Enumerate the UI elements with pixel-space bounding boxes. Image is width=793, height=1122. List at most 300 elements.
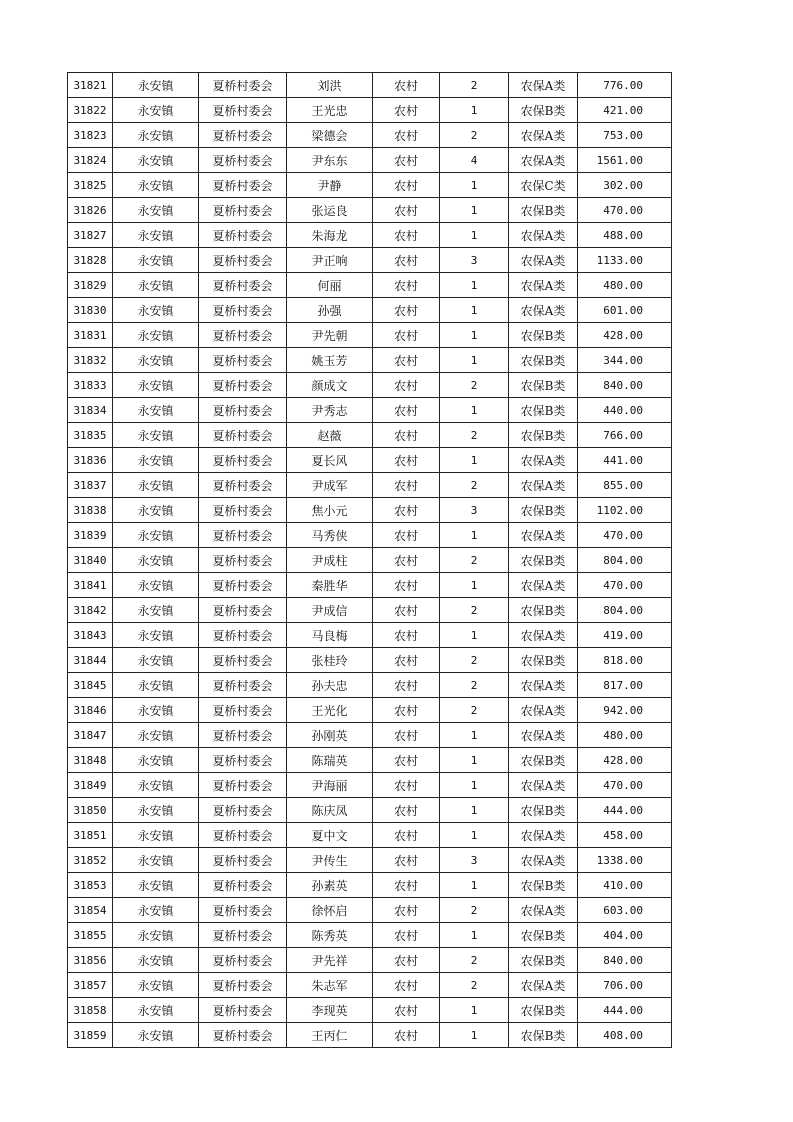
household-count-cell: 1 xyxy=(440,1023,509,1048)
table-row xyxy=(68,348,672,373)
record-id-cell: 31854 xyxy=(68,898,113,923)
insurance-class-cell: 农保B类 xyxy=(509,548,578,573)
insurance-class-cell: 农保A类 xyxy=(509,973,578,998)
area-type-cell: 农村 xyxy=(373,173,440,198)
area-type-cell: 农村 xyxy=(373,798,440,823)
town-cell: 永安镇 xyxy=(113,1023,199,1048)
amount-cell: 942.00 xyxy=(578,698,672,723)
household-count-cell: 2 xyxy=(440,73,509,98)
name-cell: 尹海丽 xyxy=(287,773,373,798)
amount-cell: 344.00 xyxy=(578,348,672,373)
household-count-cell: 2 xyxy=(440,123,509,148)
name-cell: 焦小元 xyxy=(287,498,373,523)
name-cell: 徐怀启 xyxy=(287,898,373,923)
table-row xyxy=(68,573,672,598)
area-type-cell: 农村 xyxy=(373,73,440,98)
table-row xyxy=(68,623,672,648)
table-row xyxy=(68,98,672,123)
area-type-cell: 农村 xyxy=(373,623,440,648)
town-cell: 永安镇 xyxy=(113,623,199,648)
area-type-cell: 农村 xyxy=(373,648,440,673)
insurance-class-cell: 农保A类 xyxy=(509,773,578,798)
area-type-cell: 农村 xyxy=(373,1023,440,1048)
name-cell: 何丽 xyxy=(287,273,373,298)
village-committee-cell: 夏桥村委会 xyxy=(199,298,287,323)
insurance-class-cell: 农保B类 xyxy=(509,398,578,423)
household-count-cell: 1 xyxy=(440,448,509,473)
name-cell: 陈庆凤 xyxy=(287,798,373,823)
record-id-cell: 31848 xyxy=(68,748,113,773)
name-cell: 尹成军 xyxy=(287,473,373,498)
table-row xyxy=(68,148,672,173)
town-cell: 永安镇 xyxy=(113,598,199,623)
amount-cell: 776.00 xyxy=(578,73,672,98)
village-committee-cell: 夏桥村委会 xyxy=(199,973,287,998)
household-count-cell: 1 xyxy=(440,573,509,598)
household-count-cell: 1 xyxy=(440,723,509,748)
name-cell: 张运良 xyxy=(287,198,373,223)
insurance-class-cell: 农保A类 xyxy=(509,223,578,248)
village-committee-cell: 夏桥村委会 xyxy=(199,398,287,423)
household-count-cell: 1 xyxy=(440,923,509,948)
table-row xyxy=(68,673,672,698)
name-cell: 梁德会 xyxy=(287,123,373,148)
area-type-cell: 农村 xyxy=(373,123,440,148)
record-id-cell: 31842 xyxy=(68,598,113,623)
record-id-cell: 31836 xyxy=(68,448,113,473)
town-cell: 永安镇 xyxy=(113,773,199,798)
table-row xyxy=(68,898,672,923)
amount-cell: 1102.00 xyxy=(578,498,672,523)
town-cell: 永安镇 xyxy=(113,823,199,848)
amount-cell: 1338.00 xyxy=(578,848,672,873)
record-id-cell: 31846 xyxy=(68,698,113,723)
insurance-class-cell: 农保B类 xyxy=(509,98,578,123)
record-id-cell: 31830 xyxy=(68,298,113,323)
amount-cell: 817.00 xyxy=(578,673,672,698)
village-committee-cell: 夏桥村委会 xyxy=(199,473,287,498)
table-row xyxy=(68,423,672,448)
insurance-class-cell: 农保B类 xyxy=(509,348,578,373)
area-type-cell: 农村 xyxy=(373,473,440,498)
village-committee-cell: 夏桥村委会 xyxy=(199,523,287,548)
household-count-cell: 3 xyxy=(440,248,509,273)
table-row xyxy=(68,523,672,548)
name-cell: 秦胜华 xyxy=(287,573,373,598)
name-cell: 尹传生 xyxy=(287,848,373,873)
amount-cell: 428.00 xyxy=(578,748,672,773)
name-cell: 孙素英 xyxy=(287,873,373,898)
records-table xyxy=(67,72,672,1048)
amount-cell: 855.00 xyxy=(578,473,672,498)
village-committee-cell: 夏桥村委会 xyxy=(199,923,287,948)
amount-cell: 818.00 xyxy=(578,648,672,673)
household-count-cell: 2 xyxy=(440,598,509,623)
household-count-cell: 2 xyxy=(440,673,509,698)
household-count-cell: 1 xyxy=(440,823,509,848)
amount-cell: 804.00 xyxy=(578,548,672,573)
village-committee-cell: 夏桥村委会 xyxy=(199,123,287,148)
area-type-cell: 农村 xyxy=(373,748,440,773)
name-cell: 尹东东 xyxy=(287,148,373,173)
town-cell: 永安镇 xyxy=(113,673,199,698)
household-count-cell: 2 xyxy=(440,898,509,923)
town-cell: 永安镇 xyxy=(113,348,199,373)
amount-cell: 428.00 xyxy=(578,323,672,348)
area-type-cell: 农村 xyxy=(373,323,440,348)
town-cell: 永安镇 xyxy=(113,698,199,723)
name-cell: 王光忠 xyxy=(287,98,373,123)
area-type-cell: 农村 xyxy=(373,873,440,898)
table-row xyxy=(68,298,672,323)
household-count-cell: 2 xyxy=(440,548,509,573)
record-id-cell: 31845 xyxy=(68,673,113,698)
area-type-cell: 农村 xyxy=(373,448,440,473)
household-count-cell: 1 xyxy=(440,998,509,1023)
amount-cell: 470.00 xyxy=(578,573,672,598)
household-count-cell: 2 xyxy=(440,973,509,998)
record-id-cell: 31852 xyxy=(68,848,113,873)
record-id-cell: 31853 xyxy=(68,873,113,898)
area-type-cell: 农村 xyxy=(373,148,440,173)
village-committee-cell: 夏桥村委会 xyxy=(199,673,287,698)
amount-cell: 753.00 xyxy=(578,123,672,148)
town-cell: 永安镇 xyxy=(113,248,199,273)
insurance-class-cell: 农保B类 xyxy=(509,1023,578,1048)
name-cell: 孙刚英 xyxy=(287,723,373,748)
amount-cell: 488.00 xyxy=(578,223,672,248)
town-cell: 永安镇 xyxy=(113,973,199,998)
village-committee-cell: 夏桥村委会 xyxy=(199,548,287,573)
insurance-class-cell: 农保B类 xyxy=(509,423,578,448)
amount-cell: 1561.00 xyxy=(578,148,672,173)
name-cell: 尹成柱 xyxy=(287,548,373,573)
village-committee-cell: 夏桥村委会 xyxy=(199,148,287,173)
records-table-body xyxy=(68,73,672,1048)
record-id-cell: 31839 xyxy=(68,523,113,548)
town-cell: 永安镇 xyxy=(113,323,199,348)
table-row xyxy=(68,398,672,423)
village-committee-cell: 夏桥村委会 xyxy=(199,448,287,473)
village-committee-cell: 夏桥村委会 xyxy=(199,723,287,748)
town-cell: 永安镇 xyxy=(113,523,199,548)
amount-cell: 440.00 xyxy=(578,398,672,423)
record-id-cell: 31822 xyxy=(68,98,113,123)
village-committee-cell: 夏桥村委会 xyxy=(199,423,287,448)
area-type-cell: 农村 xyxy=(373,273,440,298)
table-row xyxy=(68,473,672,498)
name-cell: 尹正响 xyxy=(287,248,373,273)
insurance-class-cell: 农保A类 xyxy=(509,523,578,548)
household-count-cell: 2 xyxy=(440,423,509,448)
insurance-class-cell: 农保A类 xyxy=(509,73,578,98)
insurance-class-cell: 农保A类 xyxy=(509,698,578,723)
table-row xyxy=(68,198,672,223)
town-cell: 永安镇 xyxy=(113,298,199,323)
town-cell: 永安镇 xyxy=(113,73,199,98)
area-type-cell: 农村 xyxy=(373,823,440,848)
insurance-class-cell: 农保B类 xyxy=(509,998,578,1023)
area-type-cell: 农村 xyxy=(373,223,440,248)
insurance-class-cell: 农保B类 xyxy=(509,923,578,948)
village-committee-cell: 夏桥村委会 xyxy=(199,223,287,248)
area-type-cell: 农村 xyxy=(373,698,440,723)
name-cell: 夏中文 xyxy=(287,823,373,848)
town-cell: 永安镇 xyxy=(113,373,199,398)
area-type-cell: 农村 xyxy=(373,548,440,573)
area-type-cell: 农村 xyxy=(373,398,440,423)
amount-cell: 840.00 xyxy=(578,948,672,973)
insurance-class-cell: 农保B类 xyxy=(509,948,578,973)
town-cell: 永安镇 xyxy=(113,923,199,948)
amount-cell: 404.00 xyxy=(578,923,672,948)
table-row xyxy=(68,548,672,573)
area-type-cell: 农村 xyxy=(373,998,440,1023)
household-count-cell: 1 xyxy=(440,298,509,323)
record-id-cell: 31825 xyxy=(68,173,113,198)
village-committee-cell: 夏桥村委会 xyxy=(199,98,287,123)
household-count-cell: 1 xyxy=(440,323,509,348)
town-cell: 永安镇 xyxy=(113,123,199,148)
record-id-cell: 31826 xyxy=(68,198,113,223)
record-id-cell: 31843 xyxy=(68,623,113,648)
town-cell: 永安镇 xyxy=(113,498,199,523)
table-row xyxy=(68,723,672,748)
household-count-cell: 1 xyxy=(440,873,509,898)
area-type-cell: 农村 xyxy=(373,598,440,623)
village-committee-cell: 夏桥村委会 xyxy=(199,873,287,898)
table-row xyxy=(68,498,672,523)
amount-cell: 1133.00 xyxy=(578,248,672,273)
town-cell: 永安镇 xyxy=(113,173,199,198)
household-count-cell: 1 xyxy=(440,773,509,798)
town-cell: 永安镇 xyxy=(113,148,199,173)
amount-cell: 480.00 xyxy=(578,273,672,298)
record-id-cell: 31829 xyxy=(68,273,113,298)
amount-cell: 470.00 xyxy=(578,523,672,548)
insurance-class-cell: 农保B类 xyxy=(509,648,578,673)
area-type-cell: 农村 xyxy=(373,673,440,698)
insurance-class-cell: 农保A类 xyxy=(509,573,578,598)
record-id-cell: 31828 xyxy=(68,248,113,273)
village-committee-cell: 夏桥村委会 xyxy=(199,273,287,298)
town-cell: 永安镇 xyxy=(113,573,199,598)
table-row xyxy=(68,123,672,148)
town-cell: 永安镇 xyxy=(113,273,199,298)
record-id-cell: 31849 xyxy=(68,773,113,798)
village-committee-cell: 夏桥村委会 xyxy=(199,498,287,523)
insurance-class-cell: 农保B类 xyxy=(509,598,578,623)
town-cell: 永安镇 xyxy=(113,398,199,423)
household-count-cell: 1 xyxy=(440,798,509,823)
household-count-cell: 1 xyxy=(440,98,509,123)
insurance-class-cell: 农保B类 xyxy=(509,748,578,773)
town-cell: 永安镇 xyxy=(113,223,199,248)
amount-cell: 766.00 xyxy=(578,423,672,448)
household-count-cell: 1 xyxy=(440,348,509,373)
area-type-cell: 农村 xyxy=(373,423,440,448)
town-cell: 永安镇 xyxy=(113,198,199,223)
area-type-cell: 农村 xyxy=(373,373,440,398)
table-row xyxy=(68,448,672,473)
area-type-cell: 农村 xyxy=(373,923,440,948)
table-row xyxy=(68,798,672,823)
area-type-cell: 农村 xyxy=(373,898,440,923)
name-cell: 陈秀英 xyxy=(287,923,373,948)
name-cell: 赵薇 xyxy=(287,423,373,448)
amount-cell: 441.00 xyxy=(578,448,672,473)
village-committee-cell: 夏桥村委会 xyxy=(199,198,287,223)
table-row xyxy=(68,173,672,198)
village-committee-cell: 夏桥村委会 xyxy=(199,248,287,273)
record-id-cell: 31837 xyxy=(68,473,113,498)
name-cell: 刘洪 xyxy=(287,73,373,98)
area-type-cell: 农村 xyxy=(373,723,440,748)
amount-cell: 706.00 xyxy=(578,973,672,998)
village-committee-cell: 夏桥村委会 xyxy=(199,698,287,723)
amount-cell: 419.00 xyxy=(578,623,672,648)
name-cell: 颜成文 xyxy=(287,373,373,398)
name-cell: 李现英 xyxy=(287,998,373,1023)
name-cell: 尹静 xyxy=(287,173,373,198)
record-id-cell: 31857 xyxy=(68,973,113,998)
village-committee-cell: 夏桥村委会 xyxy=(199,898,287,923)
insurance-class-cell: 农保A类 xyxy=(509,673,578,698)
household-count-cell: 1 xyxy=(440,223,509,248)
town-cell: 永安镇 xyxy=(113,723,199,748)
town-cell: 永安镇 xyxy=(113,748,199,773)
insurance-class-cell: 农保C类 xyxy=(509,173,578,198)
village-committee-cell: 夏桥村委会 xyxy=(199,573,287,598)
insurance-class-cell: 农保B类 xyxy=(509,798,578,823)
amount-cell: 421.00 xyxy=(578,98,672,123)
household-count-cell: 1 xyxy=(440,623,509,648)
town-cell: 永安镇 xyxy=(113,98,199,123)
table-row xyxy=(68,1023,672,1048)
table-row xyxy=(68,773,672,798)
amount-cell: 470.00 xyxy=(578,198,672,223)
town-cell: 永安镇 xyxy=(113,548,199,573)
name-cell: 王丙仁 xyxy=(287,1023,373,1048)
insurance-class-cell: 农保A类 xyxy=(509,148,578,173)
amount-cell: 470.00 xyxy=(578,773,672,798)
household-count-cell: 3 xyxy=(440,498,509,523)
table-row xyxy=(68,698,672,723)
record-id-cell: 31841 xyxy=(68,573,113,598)
table-row xyxy=(68,248,672,273)
amount-cell: 601.00 xyxy=(578,298,672,323)
insurance-class-cell: 农保B类 xyxy=(509,198,578,223)
name-cell: 朱志军 xyxy=(287,973,373,998)
area-type-cell: 农村 xyxy=(373,248,440,273)
insurance-class-cell: 农保A类 xyxy=(509,723,578,748)
insurance-class-cell: 农保A类 xyxy=(509,298,578,323)
household-count-cell: 2 xyxy=(440,648,509,673)
amount-cell: 444.00 xyxy=(578,798,672,823)
household-count-cell: 1 xyxy=(440,748,509,773)
table-row xyxy=(68,648,672,673)
table-row xyxy=(68,998,672,1023)
household-count-cell: 1 xyxy=(440,273,509,298)
table-row xyxy=(68,948,672,973)
record-id-cell: 31851 xyxy=(68,823,113,848)
amount-cell: 444.00 xyxy=(578,998,672,1023)
record-id-cell: 31855 xyxy=(68,923,113,948)
household-count-cell: 1 xyxy=(440,398,509,423)
name-cell: 陈瑞英 xyxy=(287,748,373,773)
name-cell: 尹先祥 xyxy=(287,948,373,973)
village-committee-cell: 夏桥村委会 xyxy=(199,773,287,798)
household-count-cell: 4 xyxy=(440,148,509,173)
table-row xyxy=(68,323,672,348)
record-id-cell: 31856 xyxy=(68,948,113,973)
record-id-cell: 31858 xyxy=(68,998,113,1023)
name-cell: 孙夫忠 xyxy=(287,673,373,698)
insurance-class-cell: 农保A类 xyxy=(509,248,578,273)
record-id-cell: 31838 xyxy=(68,498,113,523)
record-id-cell: 31859 xyxy=(68,1023,113,1048)
insurance-class-cell: 农保B类 xyxy=(509,873,578,898)
insurance-class-cell: 农保A类 xyxy=(509,123,578,148)
amount-cell: 458.00 xyxy=(578,823,672,848)
record-id-cell: 31823 xyxy=(68,123,113,148)
name-cell: 尹先朝 xyxy=(287,323,373,348)
town-cell: 永安镇 xyxy=(113,448,199,473)
village-committee-cell: 夏桥村委会 xyxy=(199,623,287,648)
name-cell: 孙强 xyxy=(287,298,373,323)
name-cell: 马秀侠 xyxy=(287,523,373,548)
name-cell: 夏长风 xyxy=(287,448,373,473)
insurance-class-cell: 农保A类 xyxy=(509,273,578,298)
area-type-cell: 农村 xyxy=(373,523,440,548)
insurance-class-cell: 农保B类 xyxy=(509,323,578,348)
amount-cell: 410.00 xyxy=(578,873,672,898)
insurance-class-cell: 农保A类 xyxy=(509,898,578,923)
village-committee-cell: 夏桥村委会 xyxy=(199,73,287,98)
record-id-cell: 31827 xyxy=(68,223,113,248)
name-cell: 马良梅 xyxy=(287,623,373,648)
town-cell: 永安镇 xyxy=(113,898,199,923)
household-count-cell: 2 xyxy=(440,473,509,498)
household-count-cell: 1 xyxy=(440,173,509,198)
village-committee-cell: 夏桥村委会 xyxy=(199,798,287,823)
record-id-cell: 31833 xyxy=(68,373,113,398)
name-cell: 朱海龙 xyxy=(287,223,373,248)
town-cell: 永安镇 xyxy=(113,848,199,873)
insurance-class-cell: 农保A类 xyxy=(509,823,578,848)
amount-cell: 302.00 xyxy=(578,173,672,198)
amount-cell: 840.00 xyxy=(578,373,672,398)
record-id-cell: 31847 xyxy=(68,723,113,748)
record-id-cell: 31824 xyxy=(68,148,113,173)
table-row xyxy=(68,223,672,248)
insurance-class-cell: 农保A类 xyxy=(509,448,578,473)
table-row xyxy=(68,823,672,848)
town-cell: 永安镇 xyxy=(113,798,199,823)
household-count-cell: 1 xyxy=(440,523,509,548)
area-type-cell: 农村 xyxy=(373,573,440,598)
village-committee-cell: 夏桥村委会 xyxy=(199,948,287,973)
table-row xyxy=(68,973,672,998)
household-count-cell: 3 xyxy=(440,848,509,873)
name-cell: 姚玉芳 xyxy=(287,348,373,373)
household-count-cell: 1 xyxy=(440,198,509,223)
village-committee-cell: 夏桥村委会 xyxy=(199,323,287,348)
record-id-cell: 31844 xyxy=(68,648,113,673)
village-committee-cell: 夏桥村委会 xyxy=(199,373,287,398)
town-cell: 永安镇 xyxy=(113,423,199,448)
record-id-cell: 31821 xyxy=(68,73,113,98)
